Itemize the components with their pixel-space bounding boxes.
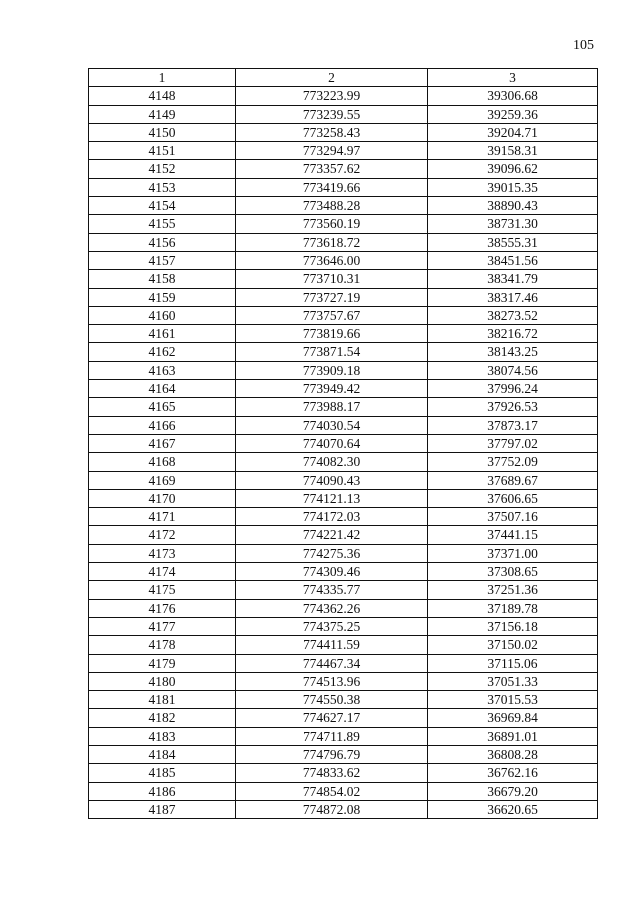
table-cell: 774082.30	[236, 453, 428, 471]
table-cell: 37996.24	[428, 380, 598, 398]
table-cell: 4186	[89, 782, 236, 800]
table-row	[89, 270, 598, 288]
table-cell: 4148	[89, 87, 236, 105]
table-cell: 4153	[89, 178, 236, 196]
table-cell: 4166	[89, 416, 236, 434]
table-cell: 37015.53	[428, 691, 598, 709]
table-cell: 4149	[89, 105, 236, 123]
table-cell: 774467.34	[236, 654, 428, 672]
table-cell: 38273.52	[428, 306, 598, 324]
table-cell: 4180	[89, 672, 236, 690]
table-cell: 37189.78	[428, 599, 598, 617]
column-header: 1	[89, 69, 236, 87]
table-cell: 4162	[89, 343, 236, 361]
table-row	[89, 709, 598, 727]
table-cell: 4184	[89, 745, 236, 763]
table-cell: 4176	[89, 599, 236, 617]
table-row	[89, 636, 598, 654]
table-cell: 4152	[89, 160, 236, 178]
table-cell: 774375.25	[236, 617, 428, 635]
table-row	[89, 361, 598, 379]
table-cell: 774090.43	[236, 471, 428, 489]
table-cell: 39015.35	[428, 178, 598, 196]
table-cell: 38731.30	[428, 215, 598, 233]
table-row	[89, 581, 598, 599]
table-row	[89, 800, 598, 818]
table-cell: 773357.62	[236, 160, 428, 178]
table-cell: 37115.06	[428, 654, 598, 672]
table-cell: 773949.42	[236, 380, 428, 398]
table-cell: 774411.59	[236, 636, 428, 654]
table-cell: 773223.99	[236, 87, 428, 105]
table-cell: 4156	[89, 233, 236, 251]
table-row	[89, 197, 598, 215]
table-cell: 773871.54	[236, 343, 428, 361]
table-cell: 774172.03	[236, 508, 428, 526]
table-cell: 36808.28	[428, 745, 598, 763]
table-row	[89, 434, 598, 452]
table-row	[89, 251, 598, 269]
table-row	[89, 782, 598, 800]
table-cell: 38074.56	[428, 361, 598, 379]
table-cell: 4182	[89, 709, 236, 727]
table-cell: 773819.66	[236, 325, 428, 343]
table-cell: 37689.67	[428, 471, 598, 489]
table-row	[89, 87, 598, 105]
table-cell: 773646.00	[236, 251, 428, 269]
table-cell: 774854.02	[236, 782, 428, 800]
table-cell: 39306.68	[428, 87, 598, 105]
table-cell: 774309.46	[236, 563, 428, 581]
table-cell: 773258.43	[236, 123, 428, 141]
table-row	[89, 672, 598, 690]
table-cell: 774030.54	[236, 416, 428, 434]
table-row	[89, 233, 598, 251]
table-cell: 4179	[89, 654, 236, 672]
table-cell: 37926.53	[428, 398, 598, 416]
table-cell: 39204.71	[428, 123, 598, 141]
table-cell: 38216.72	[428, 325, 598, 343]
table-cell: 37507.16	[428, 508, 598, 526]
table-cell: 4150	[89, 123, 236, 141]
table-cell: 4167	[89, 434, 236, 452]
table-cell: 774070.64	[236, 434, 428, 452]
table-cell: 37150.02	[428, 636, 598, 654]
table-cell: 4157	[89, 251, 236, 269]
table-cell: 774221.42	[236, 526, 428, 544]
table-row	[89, 617, 598, 635]
table-cell: 4158	[89, 270, 236, 288]
table-cell: 37156.18	[428, 617, 598, 635]
table-cell: 4161	[89, 325, 236, 343]
table-cell: 774362.26	[236, 599, 428, 617]
table-cell: 38317.46	[428, 288, 598, 306]
table-cell: 774335.77	[236, 581, 428, 599]
table-cell: 773419.66	[236, 178, 428, 196]
table-cell: 774872.08	[236, 800, 428, 818]
table-row	[89, 306, 598, 324]
table-cell: 774121.13	[236, 489, 428, 507]
table-cell: 774711.89	[236, 727, 428, 745]
table-cell: 39158.31	[428, 142, 598, 160]
table-cell: 4170	[89, 489, 236, 507]
table-row	[89, 105, 598, 123]
table-row	[89, 142, 598, 160]
table-cell: 39259.36	[428, 105, 598, 123]
table-cell: 4173	[89, 544, 236, 562]
table-cell: 774513.96	[236, 672, 428, 690]
table-cell: 36891.01	[428, 727, 598, 745]
table-cell: 36679.20	[428, 782, 598, 800]
table-row	[89, 453, 598, 471]
table-cell: 38555.31	[428, 233, 598, 251]
table-cell: 774796.79	[236, 745, 428, 763]
table-cell: 4163	[89, 361, 236, 379]
table-row	[89, 691, 598, 709]
table-row	[89, 471, 598, 489]
table-cell: 39096.62	[428, 160, 598, 178]
table-cell: 774833.62	[236, 764, 428, 782]
table-cell: 4181	[89, 691, 236, 709]
table-cell: 4168	[89, 453, 236, 471]
column-header: 2	[236, 69, 428, 87]
table-row	[89, 343, 598, 361]
table-cell: 37308.65	[428, 563, 598, 581]
table-cell: 4178	[89, 636, 236, 654]
table-cell: 4164	[89, 380, 236, 398]
table-cell: 4171	[89, 508, 236, 526]
table-cell: 4175	[89, 581, 236, 599]
table-cell: 774550.38	[236, 691, 428, 709]
table-body	[89, 87, 598, 819]
table-cell: 38143.25	[428, 343, 598, 361]
table-row	[89, 416, 598, 434]
table-cell: 773727.19	[236, 288, 428, 306]
table-header-row	[89, 69, 598, 87]
table-cell: 4155	[89, 215, 236, 233]
table-row	[89, 745, 598, 763]
table-cell: 4172	[89, 526, 236, 544]
table-cell: 36762.16	[428, 764, 598, 782]
table-row	[89, 654, 598, 672]
table-row	[89, 563, 598, 581]
table-row	[89, 123, 598, 141]
table-row	[89, 288, 598, 306]
table-cell: 4185	[89, 764, 236, 782]
table-cell: 4160	[89, 306, 236, 324]
table-cell: 773909.18	[236, 361, 428, 379]
table-row	[89, 325, 598, 343]
table-cell: 37371.00	[428, 544, 598, 562]
table-row	[89, 178, 598, 196]
table-cell: 37051.33	[428, 672, 598, 690]
table-cell: 36620.65	[428, 800, 598, 818]
column-header: 3	[428, 69, 598, 87]
table-cell: 37873.17	[428, 416, 598, 434]
table-cell: 4154	[89, 197, 236, 215]
table-cell: 4169	[89, 471, 236, 489]
table-cell: 37797.02	[428, 434, 598, 452]
table-row	[89, 398, 598, 416]
table-cell: 773294.97	[236, 142, 428, 160]
table-cell: 36969.84	[428, 709, 598, 727]
table-cell: 773239.55	[236, 105, 428, 123]
table-cell: 773560.19	[236, 215, 428, 233]
coordinates-table	[88, 68, 598, 819]
table-cell: 773618.72	[236, 233, 428, 251]
page-number: 105	[573, 38, 594, 53]
table-row	[89, 544, 598, 562]
table-row	[89, 508, 598, 526]
table-row	[89, 526, 598, 544]
table-cell: 38341.79	[428, 270, 598, 288]
table-cell: 4159	[89, 288, 236, 306]
table-cell: 4177	[89, 617, 236, 635]
table-cell: 37606.65	[428, 489, 598, 507]
table-row	[89, 764, 598, 782]
table-cell: 37752.09	[428, 453, 598, 471]
table-cell: 773488.28	[236, 197, 428, 215]
table-cell: 4183	[89, 727, 236, 745]
table-cell: 4187	[89, 800, 236, 818]
table-cell: 773988.17	[236, 398, 428, 416]
table-row	[89, 380, 598, 398]
table-row	[89, 489, 598, 507]
table-cell: 38451.56	[428, 251, 598, 269]
table-cell: 4151	[89, 142, 236, 160]
table-cell: 4165	[89, 398, 236, 416]
table-cell: 37441.15	[428, 526, 598, 544]
table-cell: 4174	[89, 563, 236, 581]
table-cell: 37251.36	[428, 581, 598, 599]
table-cell: 773710.31	[236, 270, 428, 288]
table-cell: 38890.43	[428, 197, 598, 215]
table-row	[89, 160, 598, 178]
table-row	[89, 727, 598, 745]
table-cell: 774627.17	[236, 709, 428, 727]
table-cell: 773757.67	[236, 306, 428, 324]
table-row	[89, 215, 598, 233]
table-cell: 774275.36	[236, 544, 428, 562]
table-row	[89, 599, 598, 617]
